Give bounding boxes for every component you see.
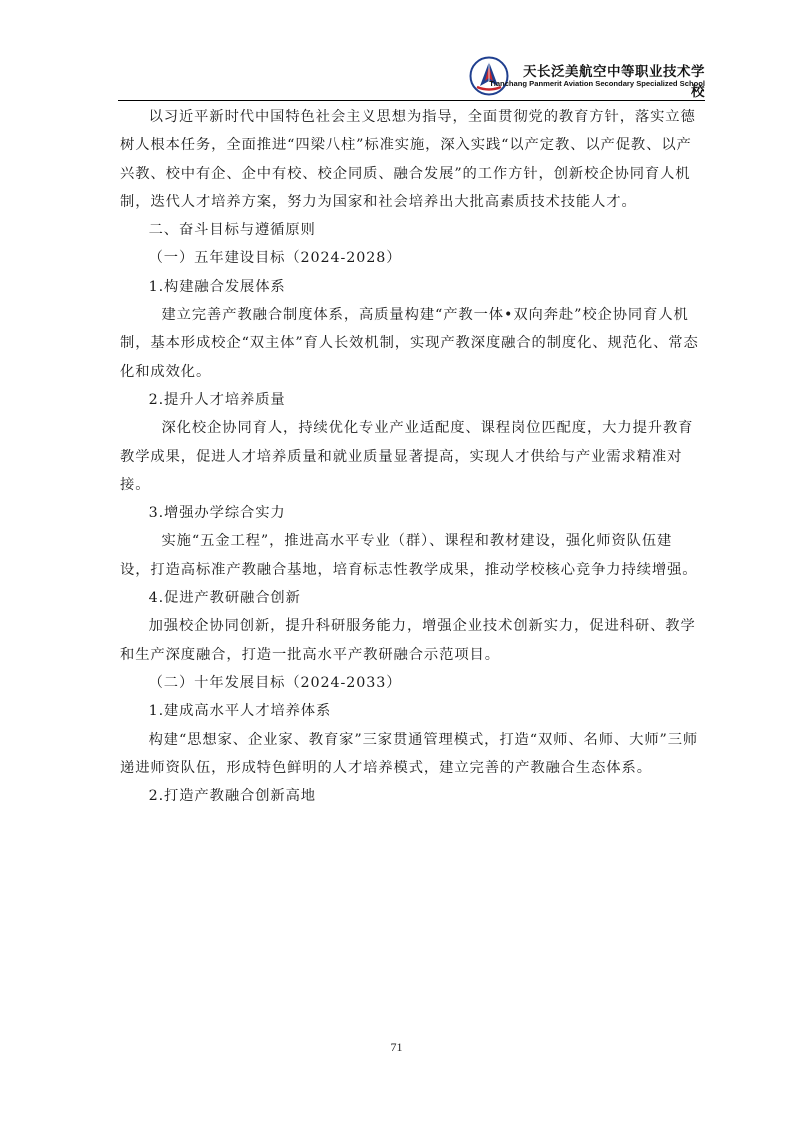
item-title: 1.建成高水平人才培养体系	[148, 703, 332, 720]
item-title: 2.打造产教融合创新高地	[148, 788, 317, 805]
subsection-heading-ten-year: （二）十年发展目标（2024-2033）	[148, 674, 402, 691]
item-paragraph: 实施“五金工程”，推进高水平专业（群）、课程和教材建设，强化师资队伍建设，打造高标准产教融合基地，培育标志性教学成果，推动学校核心竞争力持续增强。	[120, 533, 698, 578]
section-heading: 二、奋斗目标与遵循原则	[148, 222, 316, 239]
school-name-en: Tianchang Panmerit Aviation Secondary Specialized School	[489, 79, 705, 88]
item-title: 3.增强办学综合实力	[148, 505, 286, 522]
item-title: 2.提升人才培养质量	[148, 391, 286, 408]
item-title: 4.促进产教研融合创新	[148, 590, 301, 607]
school-name-cn: 天长泛美航空中等职业技术学校	[523, 64, 705, 100]
document-body	[120, 103, 700, 810]
item-paragraph: 加强校企协同创新，提升科研服务能力，增强企业技术创新实力，促进科研、教学和生产深度融合，打造一批高水平产教研融合示范项目。	[120, 618, 696, 663]
item-paragraph: 构建“思想家、企业家、教育家”三家贯通管理模式，打造“双师、名师、大师”三师递进师资队伍，形成特色鲜明的人才培养模式，建立完善的产教融合生态体系。	[120, 731, 699, 776]
subsection-heading-five-year: （一）五年建设目标（2024-2028）	[148, 250, 402, 267]
intro-paragraph: 以习近平新时代中国特色社会主义思想为指导，全面贯彻党的教育方针，落实立德树人根本任务，全面推进“四梁八柱”标准实施，深入实践“以产定教、以产促教、以产兴教、校中有企、企中有校、校企同质、融合发展”的工作方针，创新校企协同育人机制，迭代人才培养方案，努力为国家和社会培养出大批高素质技术技能人才。	[120, 109, 696, 210]
header-divider	[118, 100, 705, 101]
page-number: 71	[390, 1040, 403, 1054]
item-paragraph: 深化校企协同育人，持续优化专业产业适配度、课程岗位匹配度，大力提升教育教学成果，促进人才培养质量和就业质量显著提高，实现人才供给与产业需求精准对接。	[120, 420, 694, 493]
item-title: 1.构建融合发展体系	[148, 278, 286, 295]
page-header	[118, 52, 705, 100]
school-logo-icon	[469, 56, 509, 96]
item-paragraph: 建立完善产教融合制度体系，高质量构建“产教一体•双向奔赴”校企协同育人机制，基本形成校企“双主体”育人长效机制，实现产教深度融合的制度化、规范化、常态化和成效化。	[120, 307, 699, 380]
